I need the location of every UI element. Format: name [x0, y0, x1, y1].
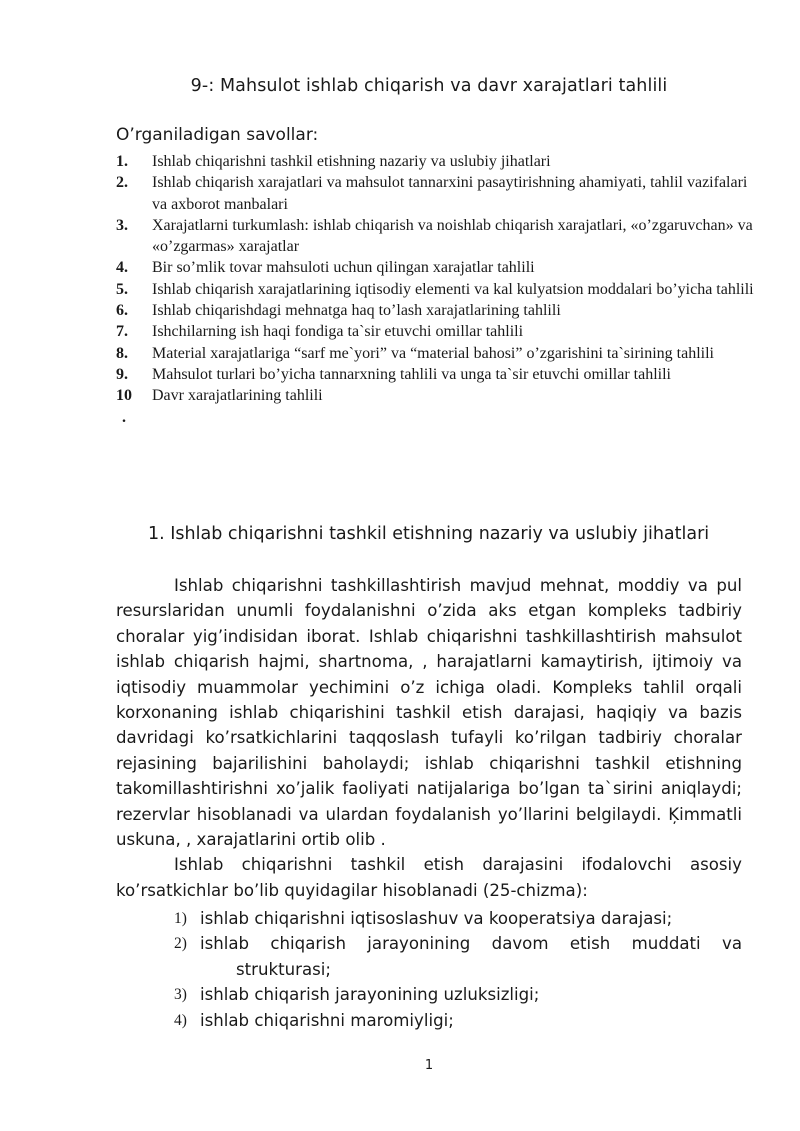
question-number-suffix: . — [122, 408, 126, 426]
question-text: Material xarajatlariga “sarf me`yori” va “material bahosi” o’zgarishini ta`sirining tahlili — [152, 344, 714, 362]
question-text: Bir so’mlik tovar mahsuloti uchun qilingan xarajatlar tahlili — [152, 259, 535, 277]
question-text: Ishlab chiqarish xarajatlarining iqtisodiy elementi va kal kulyatsion moddalari bo’yicha tahlili — [152, 280, 754, 298]
indicator-number: 4) — [174, 1011, 187, 1029]
question-number: 2. — [116, 174, 128, 192]
question-item — [116, 364, 756, 385]
indicators-list — [174, 906, 742, 1033]
page-title: 9-: Mahsulot ishlab chiqarish va davr xarajatlari tahlili — [190, 76, 668, 96]
question-number: 6. — [116, 302, 128, 320]
question-item — [116, 321, 756, 342]
question-number: 9. — [116, 365, 128, 383]
question-number-digits: 10 — [116, 387, 132, 405]
question-number: 3. — [116, 216, 128, 234]
question-text: Mahsulot turlari bo’yicha tannarxning tahlili va unga ta`sir etuvchi omillar tahlili — [152, 365, 671, 383]
indicator-item — [174, 906, 742, 931]
paragraph: Ishlab chiqarishni tashkil etish darajasini ifodalovchi asosiy ko’rsatkichlar bo’lib quyidagilar hisoblanadi (25-chizma): — [116, 855, 742, 900]
indicator-text: ishlab chiqarishni maromiyligi; — [200, 1010, 454, 1030]
question-number: 7. — [116, 323, 128, 341]
indicator-number: 2) — [174, 935, 187, 953]
questions-list — [116, 151, 756, 428]
question-text: Ishlab chiqarishni tashkil etishning nazariy va uslubiy jihatlari — [152, 153, 551, 170]
body-text — [116, 573, 742, 903]
section-heading: 1. Ishlab chiqarishni tashkil etishning nazariy va uslubiy jihatlari — [148, 524, 710, 544]
question-text: Davr xarajatlarining tahlili — [152, 387, 323, 405]
question-text: Ishlab chiqarish xarajatlari va mahsulot tannarxini pasaytirishning ahamiyati, tahlil vazifalari va axborot manbalari — [152, 174, 748, 213]
question-item — [116, 172, 756, 215]
indicator-item — [174, 931, 742, 982]
indicator-number: 1) — [174, 910, 187, 927]
page-number: 1 — [424, 1058, 434, 1073]
question-number: 4. — [116, 259, 128, 277]
indicator-item — [174, 1008, 742, 1033]
paragraph: Ishlab chiqarishni tashkillashtirish mavjud mehnat, moddiy va pul resurslaridan unumli foydalanishni o’zida aks etgan kompleks tadbiriy choralar yig’indisidan iborat. Ishlab chiqarishni tashkillashtirish mahsulot ishlab chiqarish hajmi, shartnoma, , harajatlarni kamaytirish, ijtimoiy va iqtisodiy muammolar yechimini o’z ichiga oladi. Kompleks tahlil orqali korxonaning ishlab chiqarishini tashkil etish darajasi, haqiqiy va bazis davridagi ko’rsatkichlarini taqqoslash tufayli ko’rilgan tadbiriy choralar rejasining bajarilishini baholaydi; ishlab chiqarishni tashkil etishning takomillashtirishni xo’jalik faoliyati natijalariga bo’lgan ta`sirini aniqlaydi; rezervlar hisoblanadi va ulardan foydalanish yo’llarini belgilaydi. Ķimmatli uskuna, , xarajatlarini ortib olib . — [116, 576, 742, 850]
question-item — [116, 385, 756, 428]
question-item — [116, 215, 756, 258]
question-item — [116, 151, 756, 172]
question-text: Ishchilarning ish haqi fondiga ta`sir etuvchi omillar tahlili — [152, 323, 524, 341]
indicator-text: ishlab chiqarishni iqtisoslashuv va kooperatsiya darajasi; — [200, 909, 673, 928]
question-text: Xarajatlarni turkumlash: ishlab chiqarish va noishlab chiqarish xarajatlari, «o’zgaruvchan» va «o’zgarmas» xarajatlar — [152, 216, 753, 256]
indicator-text-line: strukturasi; — [236, 959, 331, 979]
question-text: Ishlab chiqarishdagi mehnatga haq to’lash xarajatlarining tahlili — [152, 302, 561, 320]
indicator-item — [174, 982, 742, 1007]
indicator-text-line: ishlab chiqarish jarayonining davom etish muddati va — [200, 934, 742, 954]
question-item — [116, 257, 756, 278]
question-number: 1. — [116, 153, 128, 170]
indicator-number: 3) — [174, 986, 187, 1004]
questions-heading: O’rganiladigan savollar: — [116, 125, 319, 145]
indicator-text: ishlab chiqarish jarayonining uzluksizligi; — [200, 985, 540, 1005]
question-item — [116, 300, 756, 321]
question-number: 8. — [116, 344, 128, 362]
question-number: 5. — [116, 280, 128, 298]
question-item — [116, 279, 756, 300]
question-item — [116, 343, 756, 364]
question-number — [116, 385, 152, 428]
indicator-text — [200, 931, 742, 982]
